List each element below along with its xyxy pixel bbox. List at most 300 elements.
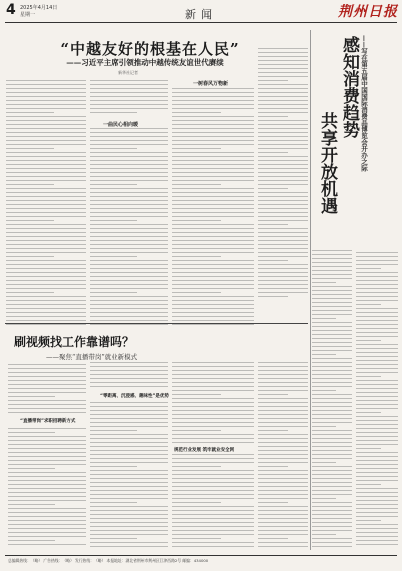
text-line — [90, 498, 168, 499]
text-line — [172, 216, 254, 217]
text-line — [258, 184, 308, 185]
text-line — [90, 478, 168, 479]
page-header — [0, 0, 402, 22]
text-line — [90, 136, 168, 137]
text-line — [8, 452, 86, 453]
text-line — [8, 412, 86, 413]
text-line — [312, 322, 352, 323]
text-line — [356, 344, 398, 345]
text-line — [258, 494, 308, 495]
text-line — [172, 534, 254, 535]
text-line — [8, 540, 55, 541]
text-line — [172, 466, 221, 467]
text-line — [90, 224, 168, 225]
text-line — [6, 216, 86, 217]
text-line — [172, 518, 254, 519]
text-line — [172, 482, 254, 483]
text-line — [90, 264, 168, 265]
video-subhead-3: 规范行业发展 筑牢就业安全网 — [174, 448, 235, 453]
text-line — [258, 148, 308, 149]
text-line — [356, 480, 398, 481]
text-line — [90, 140, 168, 141]
text-line — [312, 534, 336, 535]
text-line — [258, 470, 308, 471]
text-line — [8, 524, 86, 525]
text-line — [172, 438, 254, 439]
text-line — [258, 510, 308, 511]
text-line — [6, 228, 86, 229]
text-line — [172, 292, 221, 293]
text-line — [172, 140, 254, 141]
text-line — [172, 530, 254, 531]
text-line — [356, 416, 398, 417]
text-line — [312, 518, 352, 519]
text-line — [356, 452, 398, 453]
text-line — [8, 488, 86, 489]
text-line — [258, 462, 308, 463]
text-line — [258, 378, 308, 379]
text-line — [356, 324, 398, 325]
text-line — [172, 526, 254, 527]
text-line — [172, 498, 254, 499]
text-line — [312, 302, 352, 303]
text-line — [90, 426, 168, 427]
text-line — [6, 104, 86, 105]
text-line — [172, 288, 254, 289]
text-line — [258, 168, 308, 169]
text-line — [90, 228, 168, 229]
text-line — [172, 422, 254, 423]
text-line — [6, 256, 54, 257]
right-feature-col1 — [312, 250, 352, 550]
text-line — [258, 72, 308, 73]
text-line — [6, 172, 86, 173]
text-line — [258, 382, 308, 383]
lead-article-subtitle: ——习近平主席引领推动中越传统友谊世代赓续 — [66, 58, 224, 67]
text-line — [258, 120, 308, 121]
text-line — [6, 312, 86, 313]
text-line — [172, 164, 254, 165]
text-line — [90, 132, 168, 133]
text-line — [258, 398, 308, 399]
text-line — [6, 304, 86, 305]
text-line — [312, 354, 336, 355]
text-line — [172, 430, 221, 431]
text-line — [172, 172, 254, 173]
text-line — [6, 264, 86, 265]
text-line — [356, 468, 398, 469]
text-line — [172, 312, 254, 313]
text-line — [172, 104, 254, 105]
text-line — [356, 432, 398, 433]
text-line — [6, 192, 86, 193]
text-line — [258, 60, 308, 61]
video-body-col1 — [8, 364, 86, 549]
text-line — [312, 462, 336, 463]
text-line — [258, 366, 308, 367]
text-line — [258, 542, 308, 543]
text-line — [90, 108, 168, 109]
text-line — [6, 200, 86, 201]
text-line — [356, 360, 398, 361]
text-line — [8, 392, 86, 393]
text-line — [90, 308, 168, 309]
text-line — [312, 490, 352, 491]
text-line — [356, 408, 398, 409]
text-line — [90, 144, 168, 145]
text-line — [90, 312, 168, 313]
text-line — [312, 254, 352, 255]
text-line — [258, 546, 308, 547]
text-line — [172, 462, 254, 463]
text-line — [90, 152, 168, 153]
text-line — [8, 484, 86, 485]
text-line — [90, 382, 168, 383]
text-line — [258, 288, 308, 289]
text-line — [172, 248, 254, 249]
text-line — [90, 204, 168, 205]
text-line — [90, 296, 168, 297]
text-line — [90, 252, 168, 253]
text-line — [312, 430, 352, 431]
text-line — [258, 152, 288, 153]
text-line — [258, 88, 308, 89]
text-line — [172, 426, 254, 427]
text-line — [356, 396, 398, 397]
text-line — [172, 300, 254, 301]
text-line — [6, 300, 86, 301]
text-line — [6, 92, 86, 93]
text-line — [258, 526, 308, 527]
text-line — [356, 280, 398, 281]
text-line — [312, 510, 352, 511]
text-line — [356, 348, 398, 349]
text-line — [90, 220, 137, 221]
page-number: 4 — [6, 2, 16, 18]
text-line — [312, 290, 352, 291]
text-line — [312, 306, 352, 307]
text-line — [312, 398, 352, 399]
text-line — [172, 196, 254, 197]
text-line — [356, 504, 398, 505]
text-line — [6, 324, 86, 325]
text-line — [90, 172, 168, 173]
text-line — [312, 450, 352, 451]
text-line — [172, 506, 254, 507]
text-line — [90, 410, 168, 411]
text-line — [356, 320, 398, 321]
text-line — [172, 296, 254, 297]
text-line — [258, 108, 308, 109]
text-line — [172, 370, 254, 371]
text-line — [8, 400, 86, 401]
text-line — [172, 132, 254, 133]
text-line — [90, 324, 168, 325]
text-line — [90, 366, 168, 367]
text-line — [356, 476, 398, 477]
text-line — [258, 84, 308, 85]
text-line — [90, 490, 168, 491]
text-line — [312, 394, 352, 395]
text-line — [172, 510, 254, 511]
text-line — [312, 538, 352, 539]
text-line — [8, 396, 55, 397]
text-line — [258, 446, 308, 447]
text-line — [258, 498, 308, 499]
text-line — [356, 336, 398, 337]
text-line — [312, 418, 352, 419]
text-line — [90, 462, 168, 463]
text-line — [258, 272, 308, 273]
text-line — [8, 528, 86, 529]
text-line — [172, 128, 254, 129]
text-line — [312, 478, 352, 479]
text-line — [312, 326, 352, 327]
text-line — [258, 224, 288, 225]
text-line — [6, 88, 86, 89]
video-body-col3 — [172, 362, 254, 552]
text-line — [172, 538, 221, 539]
text-line — [356, 332, 398, 333]
text-line — [258, 514, 308, 515]
text-line — [172, 406, 254, 407]
text-line — [312, 310, 352, 311]
text-line — [90, 470, 168, 471]
text-line — [356, 536, 398, 537]
text-line — [8, 404, 86, 405]
text-line — [172, 176, 254, 177]
text-line — [258, 284, 308, 285]
text-line — [172, 398, 254, 399]
text-line — [8, 368, 86, 369]
text-line — [312, 546, 352, 547]
right-feature-title-a: 感知消费趋势 — [339, 36, 359, 138]
text-line — [356, 520, 381, 521]
text-line — [90, 430, 137, 431]
text-line — [172, 514, 254, 515]
text-line — [258, 68, 308, 69]
text-line — [356, 444, 398, 445]
text-line — [172, 108, 254, 109]
text-line — [6, 252, 86, 253]
right-feature-subtitle: ——写在第五届中国国际消费品博览会开办之际 — [360, 35, 368, 172]
text-line — [90, 244, 168, 245]
text-line — [172, 280, 254, 281]
text-line — [6, 176, 86, 177]
text-line — [356, 304, 381, 305]
text-line — [6, 240, 86, 241]
text-line — [258, 132, 308, 133]
text-line — [8, 520, 86, 521]
text-line — [90, 216, 168, 217]
text-line — [356, 380, 398, 381]
text-line — [172, 478, 254, 479]
text-line — [312, 542, 352, 543]
text-line — [258, 216, 308, 217]
text-line — [6, 112, 54, 113]
video-subhead-2: “零距离、沉浸感、趣味性”是优势 — [100, 394, 169, 399]
text-line — [90, 418, 168, 419]
text-line — [356, 384, 398, 385]
text-line — [90, 88, 168, 89]
text-line — [258, 486, 308, 487]
text-line — [172, 316, 254, 317]
text-line — [172, 458, 254, 459]
text-line — [258, 426, 308, 427]
text-line — [356, 296, 398, 297]
text-line — [258, 228, 308, 229]
text-line — [172, 522, 254, 523]
text-line — [356, 404, 398, 405]
text-line — [258, 244, 308, 245]
text-line — [172, 546, 254, 547]
text-line — [356, 484, 381, 485]
text-line — [90, 200, 168, 201]
text-line — [172, 382, 254, 383]
text-line — [8, 492, 86, 493]
text-line — [258, 256, 308, 257]
text-line — [312, 294, 352, 295]
text-line — [356, 328, 398, 329]
text-line — [258, 264, 308, 265]
section-title: 新闻 — [185, 8, 217, 21]
text-line — [258, 390, 308, 391]
text-line — [6, 232, 86, 233]
lead-body-col1 — [6, 80, 86, 330]
text-line — [90, 284, 168, 285]
text-line — [172, 378, 254, 379]
text-line — [258, 430, 288, 431]
text-line — [312, 466, 352, 467]
text-line — [90, 414, 168, 415]
text-line — [172, 240, 254, 241]
right-feature-title-b: 共享开放机遇 — [317, 112, 337, 214]
text-line — [312, 514, 352, 515]
text-line — [90, 300, 168, 301]
text-line — [6, 272, 86, 273]
text-line — [312, 282, 336, 283]
text-line — [90, 422, 168, 423]
text-line — [312, 486, 352, 487]
text-line — [8, 468, 55, 469]
text-line — [172, 188, 254, 189]
text-line — [356, 316, 398, 317]
text-line — [90, 514, 168, 515]
text-line — [258, 402, 308, 403]
text-line — [6, 224, 86, 225]
text-line — [90, 236, 168, 237]
video-subhead-1: “直播带岗”求职招聘新方式 — [20, 419, 76, 424]
text-line — [6, 132, 86, 133]
text-line — [8, 496, 86, 497]
text-line — [90, 374, 168, 375]
text-line — [6, 204, 86, 205]
text-line — [258, 422, 308, 423]
text-line — [258, 248, 308, 249]
text-line — [312, 434, 352, 435]
text-line — [312, 298, 352, 299]
text-line — [356, 308, 398, 309]
text-line — [356, 460, 398, 461]
text-line — [312, 438, 352, 439]
text-line — [172, 184, 221, 185]
text-line — [90, 320, 168, 321]
text-line — [90, 96, 168, 97]
text-line — [172, 160, 254, 161]
text-line — [312, 278, 352, 279]
text-line — [172, 386, 254, 387]
text-line — [312, 446, 352, 447]
text-line — [172, 268, 254, 269]
text-line — [356, 284, 398, 285]
text-line — [258, 232, 308, 233]
text-line — [8, 456, 86, 457]
text-line — [90, 518, 168, 519]
text-line — [258, 200, 308, 201]
text-line — [172, 212, 254, 213]
text-line — [90, 378, 168, 379]
text-line — [90, 268, 168, 269]
text-line — [356, 264, 398, 265]
text-line — [258, 538, 288, 539]
video-article-title: 刷视频找工作靠谱吗？ — [14, 335, 135, 349]
lead-section-head-1: 一树春风万物新 — [193, 81, 229, 87]
text-line — [90, 434, 168, 435]
text-line — [258, 156, 308, 157]
text-line — [90, 542, 168, 543]
lead-section-head-2: 一曲民心相向暖 — [103, 122, 139, 128]
text-line — [312, 378, 352, 379]
text-line — [172, 308, 254, 309]
text-line — [258, 296, 288, 297]
lead-article-byline: 新华社记者 — [118, 70, 138, 75]
text-line — [312, 386, 352, 387]
text-line — [8, 472, 86, 473]
text-line — [172, 402, 254, 403]
text-line — [258, 236, 308, 237]
text-line — [356, 436, 398, 437]
text-line — [90, 156, 168, 157]
text-line — [258, 530, 308, 531]
text-line — [258, 394, 288, 395]
text-line — [90, 402, 168, 403]
text-line — [172, 362, 254, 363]
text-line — [312, 366, 352, 367]
text-line — [90, 482, 168, 483]
text-line — [8, 380, 86, 381]
text-line — [8, 440, 86, 441]
text-line — [90, 272, 168, 273]
text-line — [312, 498, 336, 499]
text-line — [356, 412, 381, 413]
text-line — [258, 502, 288, 503]
text-line — [90, 446, 168, 447]
text-line — [90, 510, 168, 511]
text-line — [172, 272, 254, 273]
text-line — [172, 542, 254, 543]
text-line — [258, 100, 308, 101]
text-line — [90, 148, 137, 149]
text-line — [6, 320, 86, 321]
footer-text: 总编辑热线：（略） 广告热线：（略） 发行热线：（略） 本报地址：湖北省荆州市荆州区江津西路2号 邮编：434000 — [8, 558, 209, 563]
text-line — [172, 434, 254, 435]
text-line — [172, 200, 254, 201]
text-line — [6, 220, 54, 221]
text-line — [356, 544, 398, 545]
text-line — [258, 474, 308, 475]
video-body-col2 — [90, 362, 168, 552]
text-line — [312, 262, 352, 263]
